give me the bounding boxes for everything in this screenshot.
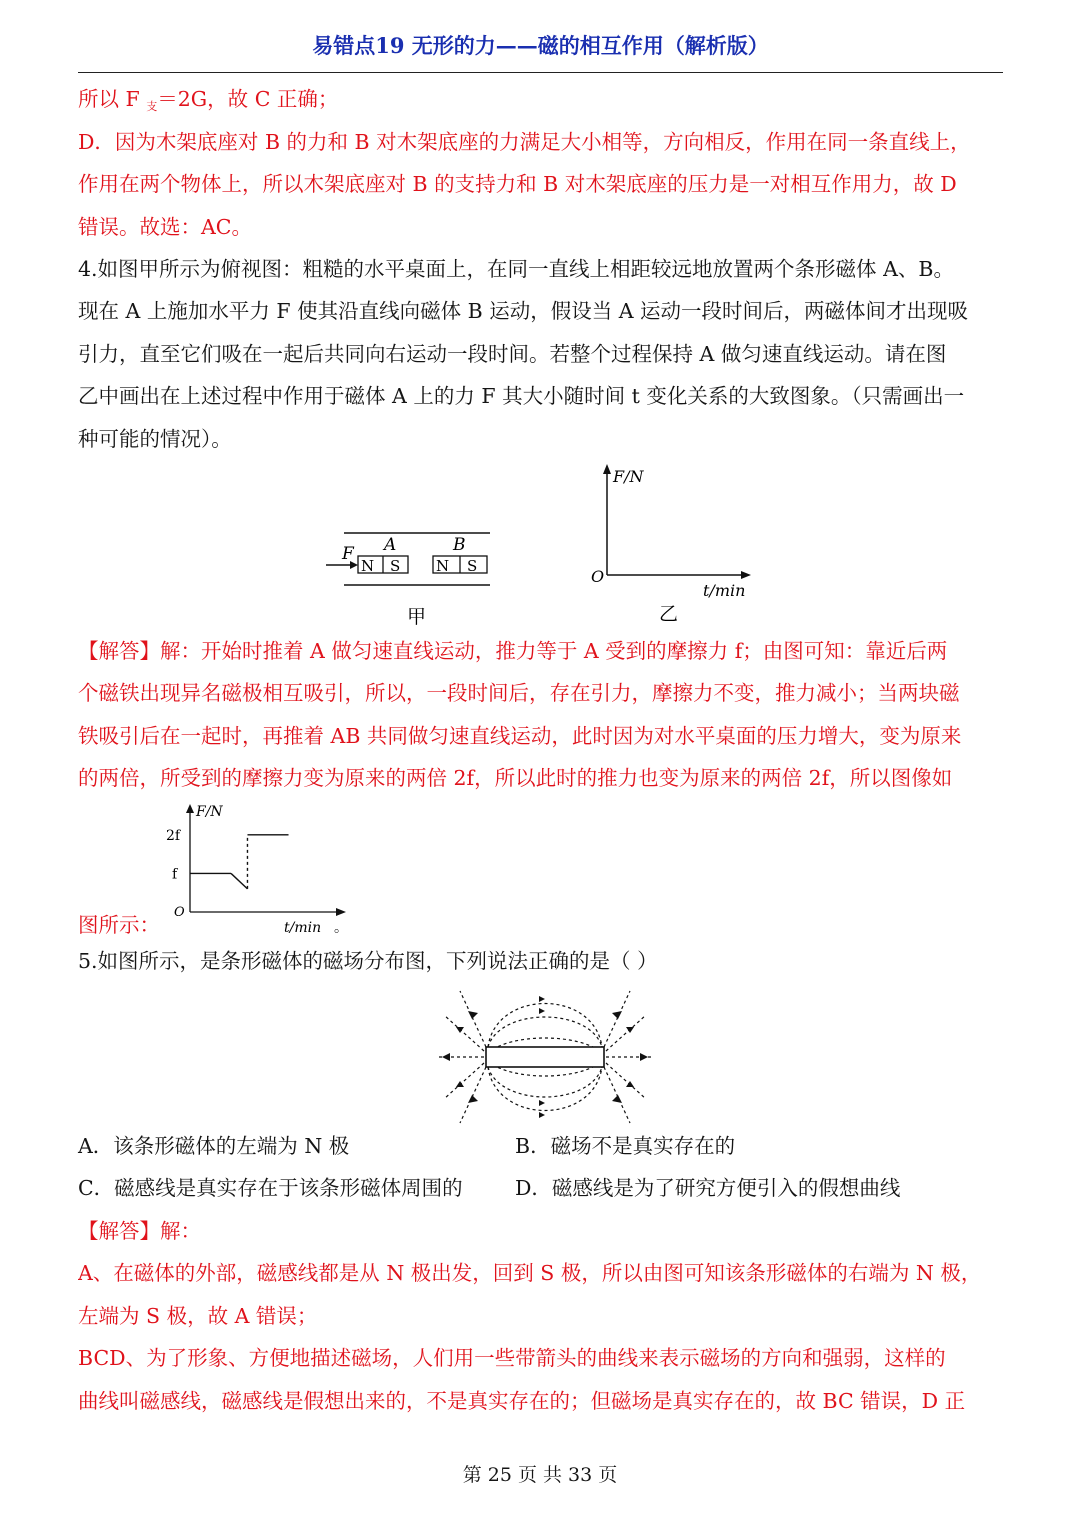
question-4-line: 种可能的情况）。 (78, 427, 232, 451)
figure-jia-caption: 甲 (407, 606, 427, 628)
answer-5-line: A、在磁体的外部，磁感线都是从 N 极出发，回到 S 极，所以由图可知该条形磁体的右端为 N 极， (78, 1261, 982, 1285)
text-line: D．因为木架底座对 B 的力和 B 对木架底座的力满足大小相等，方向相反，作用在同一条直线上， (78, 130, 971, 154)
chart-ytick-label: f (172, 866, 178, 883)
answer-4-line: 个磁铁出现异名磁极相互吸引，所以，一段时间后，存在引力，摩擦力不变，推力减小；当两块磁 (78, 681, 960, 705)
question-4-line: 现在 A 上施加水平力 F 使其沿直线向磁体 B 运动，假设当 A 运动一段时间后，两磁体间才出现吸 (78, 299, 969, 323)
option-c: C．磁感线是真实存在于该条形磁体周围的 (78, 1176, 463, 1200)
chart-trailing-text: 。 (334, 920, 348, 936)
x-axis-arrowhead (741, 571, 751, 579)
answer-chart (160, 798, 360, 938)
option-d: D．磁感线是为了研究方便引入的假想曲线 (515, 1176, 901, 1200)
text-line: 作用在两个物体上，所以木架底座对 B 的支持力和 B 对木架底座的压力是一对相互作用力，故 D (78, 172, 957, 196)
chart-y-label: F/N (196, 804, 223, 820)
figure-yi-axes (585, 460, 765, 630)
magnet-b-pole-n: N (436, 557, 450, 575)
chart-origin-label: O (174, 905, 185, 920)
answer-5-line: 曲线叫磁感线，磁感线是假想出来的，不是真实存在的；但磁场是真实存在的，故 BC 错误，D 正 (78, 1389, 966, 1413)
question-5-line: 5.如图所示，是条形磁体的磁场分布图，下列说法正确的是（ ） (78, 949, 658, 973)
answer-5-line: 左端为 S 极，故 A 错误； (78, 1304, 318, 1328)
magnet-b-pole-s: S (467, 557, 478, 575)
page-footer: 第 25 页 共 33 页 (462, 1464, 618, 1486)
answer-4-line: 【解答】解：开始时推着 A 做匀速直线运动，推力等于 A 受到的摩擦力 f；由图可知：靠近后两 (78, 639, 948, 663)
answer-4-line: 铁吸引后在一起时，再推着 AB 共同做匀速直线运动，此时因为对水平桌面的压力增大，变为原来 (78, 724, 962, 748)
chart-y-arrowhead (186, 804, 194, 813)
chart-ytick-label: 2f (166, 827, 181, 844)
header-divider (78, 72, 1003, 73)
chart-x-label: t/min (284, 920, 322, 936)
figure-yi-caption: 乙 (659, 603, 679, 625)
option-b: B．磁场不是真实存在的 (515, 1134, 736, 1158)
page-header-title: 易错点19 无形的力——磁的相互作用（解析版） (312, 33, 769, 58)
magnet-b-label: B (453, 535, 466, 555)
chart-x-arrowhead (336, 908, 346, 916)
chart-segment-2 (231, 873, 247, 888)
figure-magnet-field (430, 985, 660, 1125)
text-line: 错误。故选：AC。 (78, 215, 252, 239)
origin-label: O (591, 567, 605, 586)
y-axis-arrowhead (603, 464, 611, 474)
option-a: A．该条形磁体的左端为 N 极 (78, 1134, 350, 1158)
answer-4-line: 的两倍，所受到的摩擦力变为原来的两倍 2f，所以此时的推力也变为原来的两倍 2f，所以图像如 (78, 766, 953, 790)
force-label: F (342, 544, 354, 564)
answer-5-heading: 【解答】解： (78, 1219, 201, 1243)
magnet-a-pole-s: S (390, 557, 401, 575)
magnet-a-label: A (384, 535, 397, 555)
question-4-line: 4.如图甲所示为俯视图：粗糙的水平桌面上，在同一直线上相距较远地放置两个条形磁体 A、B。 (78, 257, 954, 281)
y-axis-label: F/N (613, 467, 644, 486)
question-4-line: 乙中画出在上述过程中作用于磁体 A 上的力 F 其大小随时间 t 变化关系的大致图象。（只需画出一 (78, 384, 965, 408)
x-axis-label: t/min (703, 581, 746, 600)
magnet-a-pole-n: N (361, 557, 375, 575)
bar-magnet (486, 1047, 604, 1067)
question-4-line: 引力，直至它们吸在一起后共同向右运动一段时间。若整个过程保持 A 做匀速直线运动。请在图 (78, 342, 947, 366)
answer-4-line: 图所示： (78, 913, 160, 937)
answer-5-line: BCD、为了形象、方便地描述磁场，人们用一些带箭头的曲线来表示磁场的方向和强弱，这样的 (78, 1346, 946, 1370)
figure-jia-magnets (320, 525, 510, 635)
text-line: 所以 F $_支$＝2G，故 C 正确； (78, 87, 339, 113)
